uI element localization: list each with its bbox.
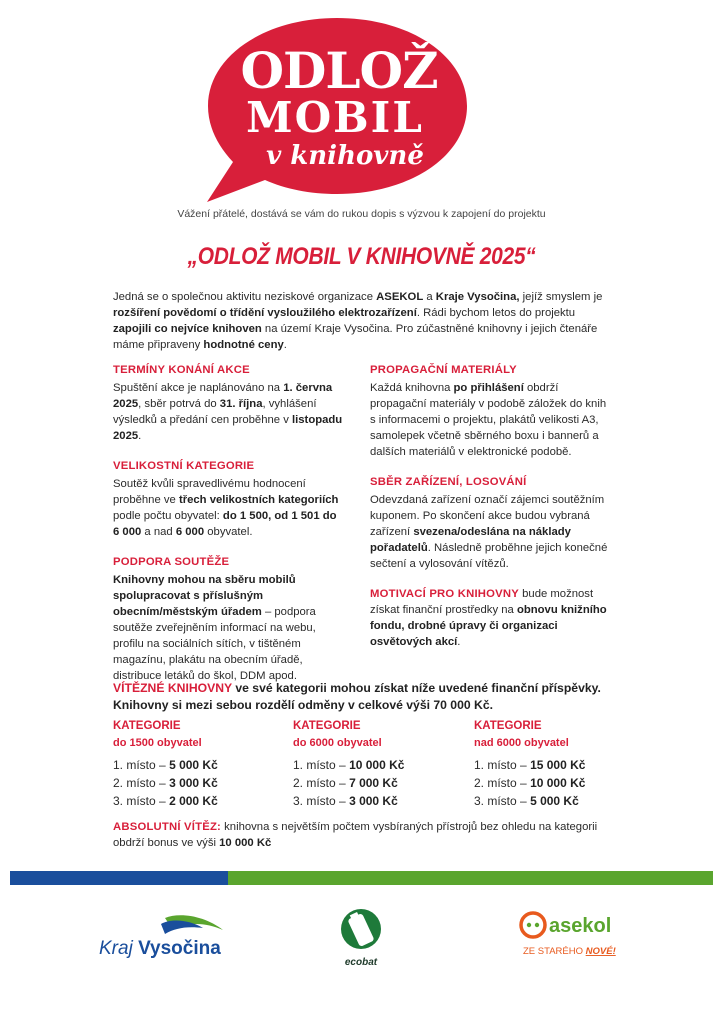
- color-band: [10, 871, 713, 885]
- category-head: KATEGORIE: [293, 720, 361, 732]
- ecobat-text: ecobat: [344, 957, 378, 968]
- lead-bold: rozšíření povědomí o třídění vysloužilého elektrozařízení: [113, 307, 417, 319]
- lead-text: a: [423, 291, 436, 303]
- section-heading: VELIKOSTNÍ KATEGORIE: [113, 460, 255, 472]
- lead-text: Jedná se o společnou aktivitu neziskové organizace: [113, 291, 377, 303]
- prize-row: 2. místo – 10 000 Kč: [474, 776, 586, 790]
- left-column: [113, 362, 345, 698]
- section-heading: SBĚR ZAŘÍZENÍ, LOSOVÁNÍ: [370, 476, 527, 488]
- prize-row: 1. místo – 5 000 Kč: [113, 758, 218, 772]
- prize-category-2: [293, 718, 404, 810]
- kraj-vysocina-logo: [95, 910, 235, 965]
- intro-text: Vážení přátelé, dostává se vám do rukou dopis s výzvou k zapojení do projektu: [177, 208, 546, 220]
- asekol-logo: [515, 908, 630, 963]
- section-text: Každá knihovna po přihlášení obdrží propagační materiály v podobě záložek do knih s informacemi o projektu, plakátů velikosti A3, samolepek včetně sběrného boxu i bannerů a dalších materiálů v elektronické podobě.: [370, 382, 607, 458]
- svg-text:ZE STARÉHO NOVÉ!: [523, 946, 616, 957]
- kraj-text: Kraj: [99, 938, 139, 959]
- lead-text: na území Kraje Vysočina. Pro zúčastněné knihovny i jejich čtenáře máme připraveny: [113, 323, 598, 351]
- prize-row: 1. místo – 10 000 Kč: [293, 758, 405, 772]
- lead-paragraph: [113, 289, 613, 353]
- section-text: Odevzdaná zařízení označí zájemci soutěžním kuponem. Po skončení akce budou vybraná zařízení svezena/odeslána na náklady pořadatelů. Následně proběhne jejich konečné sečtení a vylosování vítězů.: [370, 494, 608, 570]
- svg-text:Kraj Vysočina: [99, 938, 221, 959]
- odloz-mobil-logo: [205, 14, 470, 204]
- lead-bold: hodnotné ceny: [203, 339, 284, 351]
- prize-row: 2. místo – 3 000 Kč: [113, 776, 218, 790]
- category-head: KATEGORIE: [474, 720, 542, 732]
- section-collection: [370, 474, 610, 572]
- vysocina-text: Vysočina: [138, 938, 221, 959]
- asekol-slogan-emph: NOVÉ!: [585, 946, 616, 957]
- category-sub: nad 6000 obyvatel: [474, 737, 569, 749]
- section-motivation: [370, 586, 610, 650]
- section-text: Spuštění akce je naplánováno na 1. června 2025, sběr potrvá do 31. října, vyhlášení výsledků a předání cen proběhne v listopadu 2025.: [113, 382, 343, 442]
- lead-bold: Kraje Vysočina,: [435, 291, 520, 303]
- prize-row: 3. místo – 2 000 Kč: [113, 794, 218, 808]
- lead-text: .: [283, 339, 287, 351]
- logo-line3: v knihovně: [266, 141, 424, 171]
- lead-bold: ASEKOL: [376, 291, 424, 303]
- prize-row: 3. místo – 3 000 Kč: [293, 794, 398, 808]
- asekol-slogan: ZE STARÉHO: [523, 946, 586, 957]
- logo-line1: ODLOŽ: [240, 41, 438, 100]
- section-heading: PODPORA SOUTĚŽE: [113, 556, 230, 568]
- page-title: „ODLOŽ MOBIL V KNIHOVNĚ 2025“: [187, 243, 536, 270]
- section-size-categories: [113, 458, 345, 540]
- category-sub: do 6000 obyvatel: [293, 737, 382, 749]
- prize-row: 3. místo – 5 000 Kč: [474, 794, 579, 808]
- section-terms: [113, 362, 345, 444]
- section-support: [113, 554, 345, 684]
- lead-text: jejíž smyslem je: [519, 291, 603, 303]
- lead-text: . Rádi bychom letos do projektu: [416, 307, 576, 319]
- section-heading: TERMÍNY KONÁNÍ AKCE: [113, 364, 250, 376]
- prize-row: 2. místo – 7 000 Kč: [293, 776, 398, 790]
- prize-row: 1. místo – 15 000 Kč: [474, 758, 586, 772]
- section-text: Knihovny mohou na sběru mobilů spolupracovat s příslušným obecním/městským úřadem – podpora soutěže zveřejněním informací na webu, profilu na sociálních sítích, v tištěném magazínu, plakátu na obecním úřadě, distribuce letáků do škol, DDM apod.: [113, 574, 316, 682]
- winners-text: VÍTĚZNÉ KNIHOVNY ve své kategorii mohou získat níže uvedené finanční příspěvky. Knihovny si mezi sebou rozdělí odměny v celkové výši 70 000 Kč.: [113, 681, 601, 712]
- asekol-text: asekol: [549, 915, 612, 937]
- logo-line2: MOBIL: [246, 93, 424, 142]
- ecobat-logo: [334, 903, 389, 971]
- lead-bold: zapojili co nejvíce knihoven: [113, 323, 262, 335]
- absolute-winner-text: ABSOLUTNÍ VÍTĚZ: knihovna s největším počtem vysbíraných přístrojů bez ohledu na kategorii obdrží bonus ve výši 10 000 Kč: [113, 821, 598, 849]
- prize-category-3: [474, 718, 585, 810]
- prize-category-1: [113, 718, 218, 810]
- section-text: MOTIVACÍ PRO KNIHOVNY bude možnost získat finanční prostředky na obnovu knižního fondu, drobné úpravy či organizaci osvětových akcí.: [370, 588, 607, 648]
- category-sub: do 1500 obyvatel: [113, 737, 202, 749]
- section-heading: PROPAGAČNÍ MATERIÁLY: [370, 364, 517, 376]
- right-column: [370, 362, 610, 664]
- section-promo: [370, 362, 610, 460]
- category-head: KATEGORIE: [113, 720, 181, 732]
- section-text: Soutěž kvůli spravedlivému hodnocení proběhne ve třech velikostních kategoriích podle počtu obyvatel: do 1 500, od 1 501 do 6 000 a nad 6 000 obyvatel.: [113, 478, 339, 538]
